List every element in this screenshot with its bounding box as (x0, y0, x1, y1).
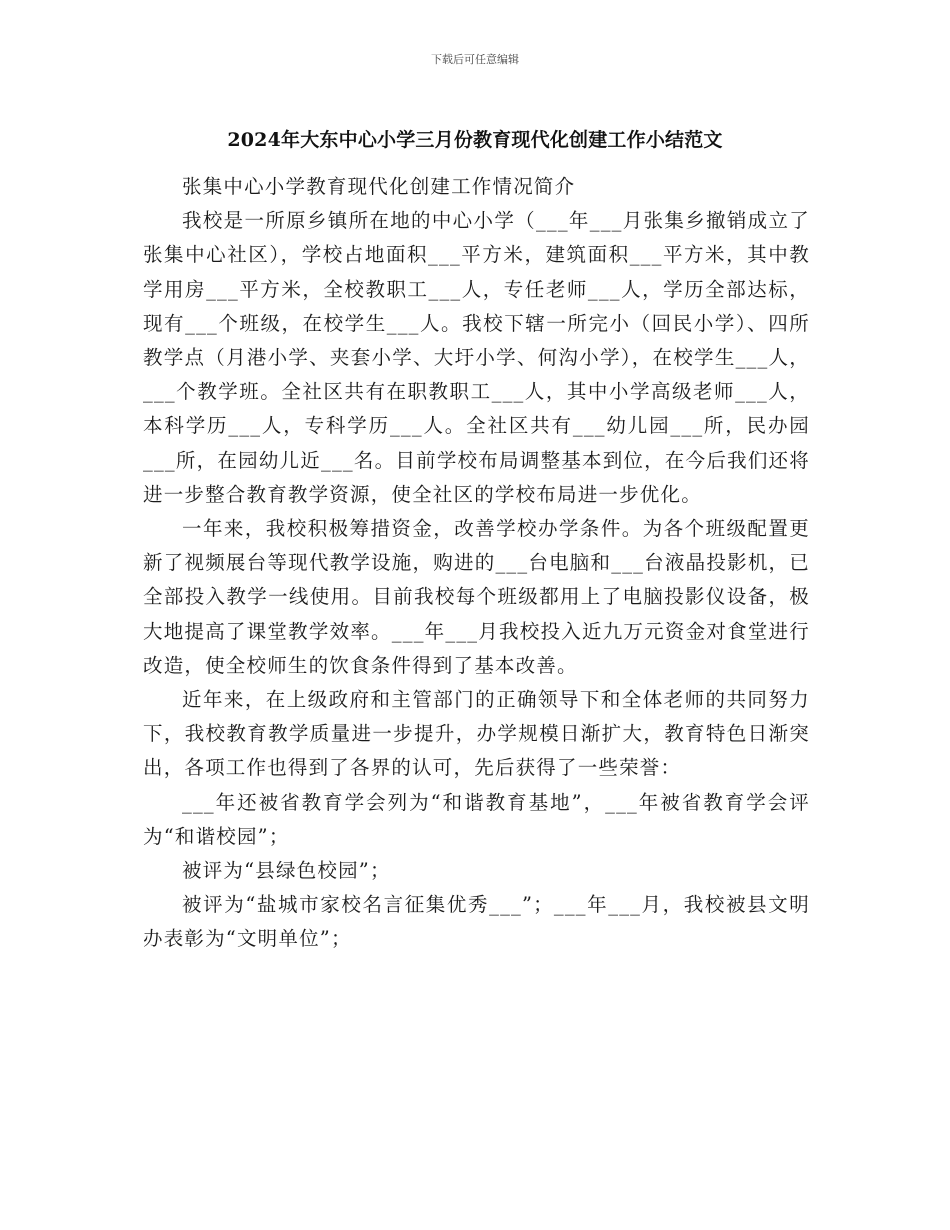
paragraph-honor-3: 被评为“盐城市家校名言征集优秀___”；___年___月，我校被县文明办表彰为“文明单位”； (143, 893, 810, 951)
page-header: 下载后可任意编辑 (431, 53, 519, 66)
document-title: 2024年大东中心小学三月份教育现代化创建工作小结范文 (227, 129, 723, 151)
paragraph-honor-2: 被评为“县绿色校园”； (182, 859, 391, 883)
paragraph-facilities: 一年来，我校积极筹措资金，改善学校办学条件。为各个班级配置更新了视频展台等现代教学设施，购进的___台电脑和___台液晶投影机，已全部投入教学一线使用。目前我校每个班级都用上了电脑投影仪设备，极大地提高了课堂教学效率。___年___月我校投入近九万元资金对食堂进行改造，使全校师生的饮食条件得到了基本改善。 (143, 517, 810, 677)
paragraph-intro: 我校是一所原乡镇所在地的中心小学（___年___月张集乡撤销成立了张集中心社区），学校占地面积___平方米，建筑面积___平方米，其中教学用房___平方米，全校教职工___人，专任老师___人，学历全部达标，现有___个班级，在校学生___人。我校下辖一所完小（回民小学）、四所教学点（月港小学、夹套小学、大圩小学、何沟小学），在校学生___人，___个教学班。全社区共有在职教职工___人，其中小学高级老师___人，本科学历___人，专科学历___人。全社区共有___幼儿园___所，民办园___所，在园幼儿近___名。目前学校布局调整基本到位，在今后我们还将进一步整合教育教学资源，使全社区的学校布局进一步优化。 (143, 209, 810, 506)
paragraph-honor-1: ___年还被省教育学会列为“和谐教育基地”，___年被省教育学会评为“和谐校园”； (143, 790, 810, 848)
paragraph-achievements: 近年来，在上级政府和主管部门的正确领导下和全体老师的共同努力下，我校教育教学质量进一步提升，办学规模日渐扩大，教育特色日渐突出，各项工作也得到了各界的认可，先后获得了一些荣誉： (143, 688, 810, 780)
paragraph-subtitle: 张集中心小学教育现代化创建工作情况简介 (182, 175, 576, 198)
document-body (143, 170, 810, 957)
